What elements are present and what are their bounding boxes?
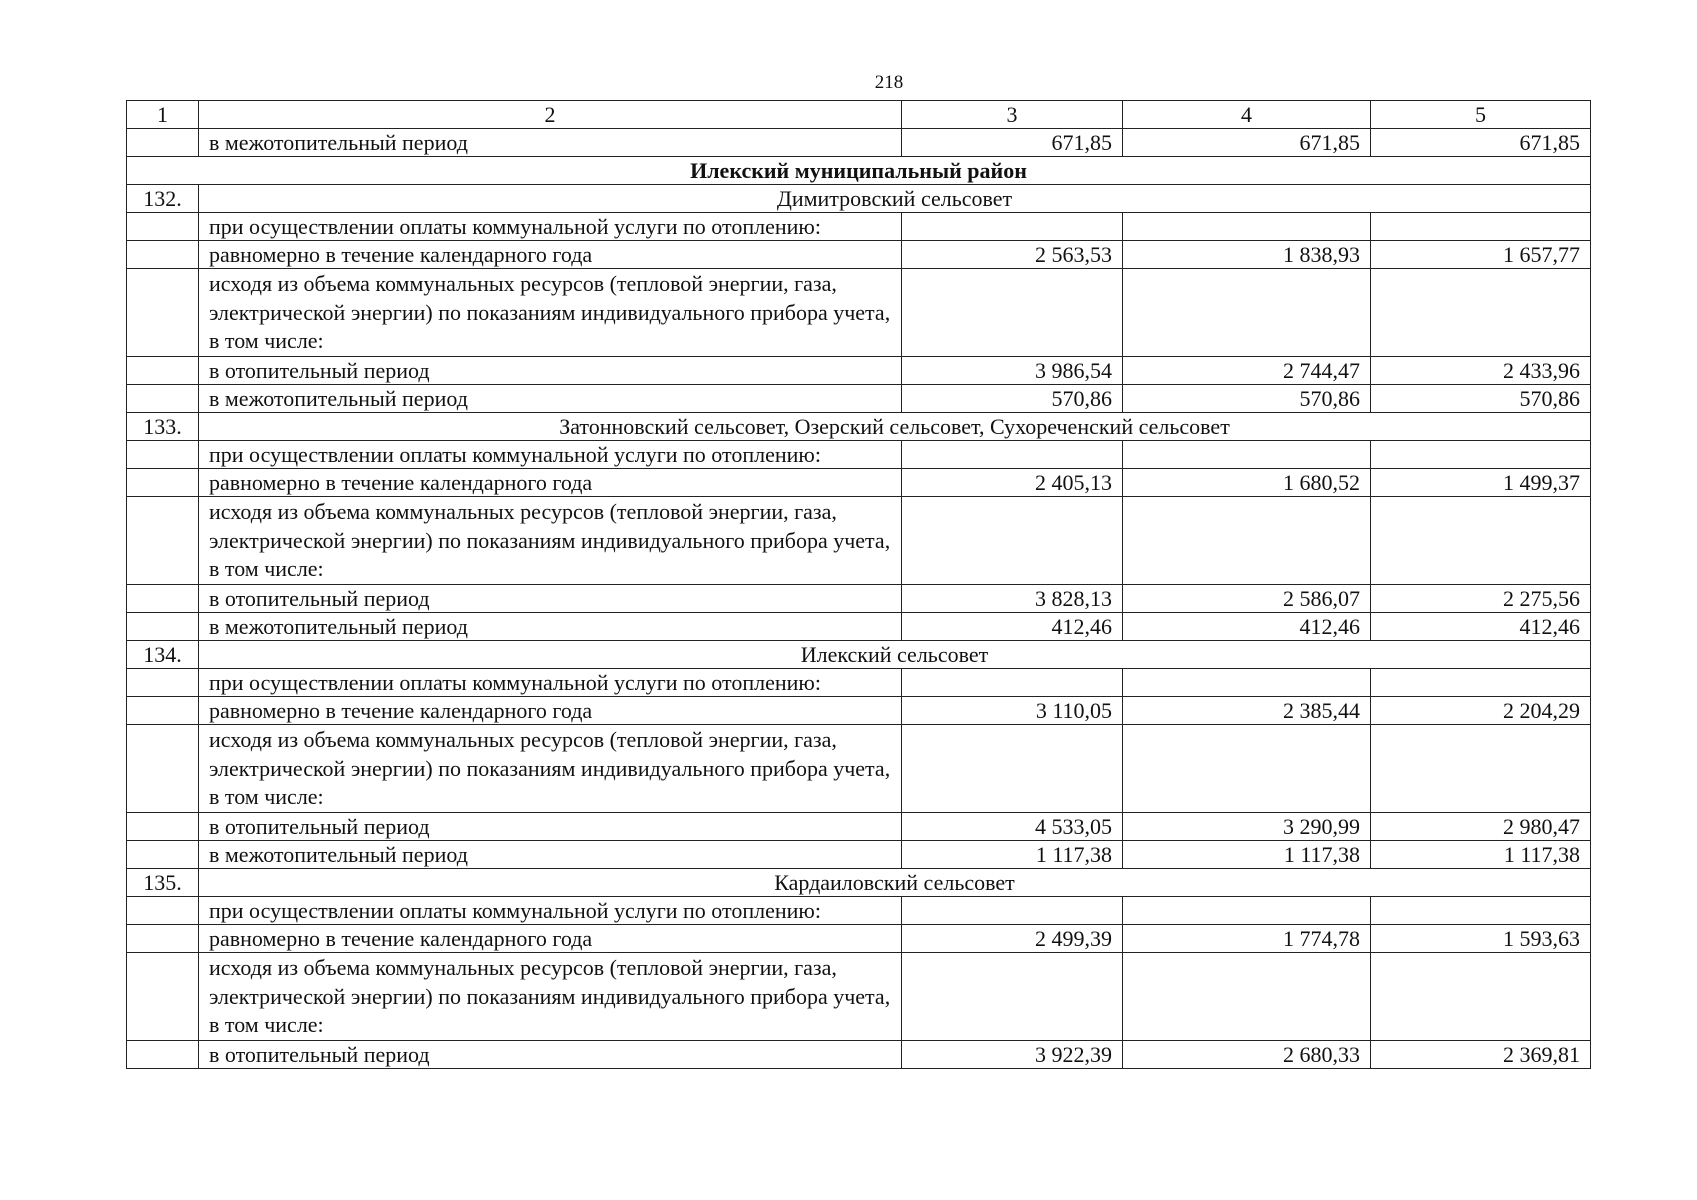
row-description: равномерно в течение календарного года	[199, 469, 902, 497]
section-header-row	[127, 641, 1591, 669]
table-row	[127, 841, 1591, 869]
table-row	[127, 725, 1591, 813]
row-number	[127, 1041, 199, 1069]
value-col-4	[1123, 725, 1371, 813]
row-number	[127, 925, 199, 953]
value-col-5	[1371, 669, 1591, 697]
value-col-4: 570,86	[1123, 385, 1371, 413]
value-col-4	[1123, 441, 1371, 469]
value-col-5	[1371, 441, 1591, 469]
value-col-3: 2 563,53	[902, 241, 1123, 269]
table-row	[127, 129, 1591, 157]
value-col-3: 3 922,39	[902, 1041, 1123, 1069]
section-header-row	[127, 185, 1591, 213]
section-header-row	[127, 869, 1591, 897]
region-title: Илекский муниципальный район	[127, 157, 1591, 185]
row-description: при осуществлении оплаты коммунальной услуги по отоплению:	[199, 213, 902, 241]
value-col-5	[1371, 269, 1591, 357]
table-row	[127, 441, 1591, 469]
row-description: равномерно в течение календарного года	[199, 925, 902, 953]
row-description: при осуществлении оплаты коммунальной услуги по отоплению:	[199, 441, 902, 469]
table-body	[127, 129, 1591, 1069]
table-row	[127, 613, 1591, 641]
value-col-4: 2 385,44	[1123, 697, 1371, 725]
row-number	[127, 953, 199, 1041]
value-col-5: 2 980,47	[1371, 813, 1591, 841]
region-header-row	[127, 157, 1591, 185]
value-col-4: 3 290,99	[1123, 813, 1371, 841]
row-number	[127, 841, 199, 869]
section-title: Затонновский сельсовет, Озерский сельсовет, Сухореченский сельсовет	[199, 413, 1591, 441]
value-col-4: 2 680,33	[1123, 1041, 1371, 1069]
row-number	[127, 669, 199, 697]
value-col-5	[1371, 953, 1591, 1041]
value-col-3	[902, 213, 1123, 241]
row-number	[127, 813, 199, 841]
row-description: в межотопительный период	[199, 841, 902, 869]
value-col-3: 3 828,13	[902, 585, 1123, 613]
value-col-3: 570,86	[902, 385, 1123, 413]
row-number	[127, 897, 199, 925]
row-number	[127, 725, 199, 813]
row-description: равномерно в течение календарного года	[199, 241, 902, 269]
row-number: 133.	[127, 413, 199, 441]
table-row	[127, 241, 1591, 269]
table-row	[127, 497, 1591, 585]
value-col-3: 1 117,38	[902, 841, 1123, 869]
value-col-4: 1 774,78	[1123, 925, 1371, 953]
table-row	[127, 1041, 1591, 1069]
table-row	[127, 469, 1591, 497]
value-col-4	[1123, 953, 1371, 1041]
row-description: исходя из объема коммунальных ресурсов (тепловой энергии, газа, электрической энергии) по показаниям индивидуального прибора учета, в том числе:	[199, 497, 902, 585]
row-number	[127, 585, 199, 613]
value-col-5: 2 433,96	[1371, 357, 1591, 385]
value-col-4: 1 838,93	[1123, 241, 1371, 269]
value-col-5	[1371, 725, 1591, 813]
value-col-3: 2 405,13	[902, 469, 1123, 497]
value-col-3	[902, 669, 1123, 697]
value-col-3: 3 986,54	[902, 357, 1123, 385]
value-col-5: 2 204,29	[1371, 697, 1591, 725]
row-description: равномерно в течение календарного года	[199, 697, 902, 725]
value-col-5: 2 369,81	[1371, 1041, 1591, 1069]
column-header-2: 2	[199, 101, 902, 129]
value-col-3: 2 499,39	[902, 925, 1123, 953]
value-col-5: 570,86	[1371, 385, 1591, 413]
table-row	[127, 953, 1591, 1041]
row-number: 132.	[127, 185, 199, 213]
tariff-table	[126, 100, 1591, 1069]
row-number	[127, 385, 199, 413]
section-header-row	[127, 413, 1591, 441]
value-col-5	[1371, 213, 1591, 241]
value-col-4	[1123, 897, 1371, 925]
row-description: в межотопительный период	[199, 129, 902, 157]
table-row	[127, 897, 1591, 925]
value-col-5: 1 117,38	[1371, 841, 1591, 869]
value-col-4: 671,85	[1123, 129, 1371, 157]
column-header-1: 1	[127, 101, 199, 129]
row-number	[127, 357, 199, 385]
table-header-row	[127, 101, 1591, 129]
value-col-5: 1 499,37	[1371, 469, 1591, 497]
value-col-5: 671,85	[1371, 129, 1591, 157]
value-col-5	[1371, 897, 1591, 925]
row-number	[127, 269, 199, 357]
column-header-3: 3	[902, 101, 1123, 129]
row-description: в отопительный период	[199, 357, 902, 385]
table-row	[127, 385, 1591, 413]
row-number: 135.	[127, 869, 199, 897]
value-col-3	[902, 897, 1123, 925]
section-title: Илекский сельсовет	[199, 641, 1591, 669]
column-header-4: 4	[1123, 101, 1371, 129]
value-col-4: 1 680,52	[1123, 469, 1371, 497]
table-row	[127, 357, 1591, 385]
row-number	[127, 469, 199, 497]
table-row	[127, 669, 1591, 697]
value-col-3: 412,46	[902, 613, 1123, 641]
value-col-4: 2 586,07	[1123, 585, 1371, 613]
row-number: 134.	[127, 641, 199, 669]
value-col-3: 3 110,05	[902, 697, 1123, 725]
table-row	[127, 925, 1591, 953]
value-col-3: 4 533,05	[902, 813, 1123, 841]
value-col-4: 412,46	[1123, 613, 1371, 641]
value-col-5: 412,46	[1371, 613, 1591, 641]
row-number	[127, 213, 199, 241]
value-col-5: 1 657,77	[1371, 241, 1591, 269]
value-col-4	[1123, 213, 1371, 241]
row-description: исходя из объема коммунальных ресурсов (тепловой энергии, газа, электрической энергии) по показаниям индивидуального прибора учета, в том числе:	[199, 725, 902, 813]
row-number	[127, 497, 199, 585]
row-description: при осуществлении оплаты коммунальной услуги по отоплению:	[199, 897, 902, 925]
row-description: исходя из объема коммунальных ресурсов (тепловой энергии, газа, электрической энергии) по показаниям индивидуального прибора учета, в том числе:	[199, 953, 902, 1041]
table-row	[127, 585, 1591, 613]
value-col-3	[902, 269, 1123, 357]
row-number	[127, 697, 199, 725]
value-col-5: 1 593,63	[1371, 925, 1591, 953]
row-number	[127, 441, 199, 469]
row-description: в межотопительный период	[199, 385, 902, 413]
column-header-5: 5	[1371, 101, 1591, 129]
row-description: в отопительный период	[199, 1041, 902, 1069]
row-number	[127, 613, 199, 641]
value-col-5	[1371, 497, 1591, 585]
table-row	[127, 213, 1591, 241]
value-col-4: 2 744,47	[1123, 357, 1371, 385]
row-description: в отопительный период	[199, 813, 902, 841]
section-title: Кардаиловский сельсовет	[199, 869, 1591, 897]
value-col-3	[902, 497, 1123, 585]
value-col-4	[1123, 669, 1371, 697]
row-number	[127, 129, 199, 157]
row-description: при осуществлении оплаты коммунальной услуги по отоплению:	[199, 669, 902, 697]
value-col-3: 671,85	[902, 129, 1123, 157]
row-description: в межотопительный период	[199, 613, 902, 641]
table-row	[127, 697, 1591, 725]
value-col-3	[902, 953, 1123, 1041]
value-col-5: 2 275,56	[1371, 585, 1591, 613]
section-title: Димитровский сельсовет	[199, 185, 1591, 213]
page-number: 218	[874, 72, 904, 93]
value-col-4: 1 117,38	[1123, 841, 1371, 869]
table-row	[127, 813, 1591, 841]
table-row	[127, 269, 1591, 357]
value-col-4	[1123, 497, 1371, 585]
value-col-3	[902, 441, 1123, 469]
row-description: в отопительный период	[199, 585, 902, 613]
row-description: исходя из объема коммунальных ресурсов (тепловой энергии, газа, электрической энергии) по показаниям индивидуального прибора учета, в том числе:	[199, 269, 902, 357]
row-number	[127, 241, 199, 269]
value-col-3	[902, 725, 1123, 813]
value-col-4	[1123, 269, 1371, 357]
